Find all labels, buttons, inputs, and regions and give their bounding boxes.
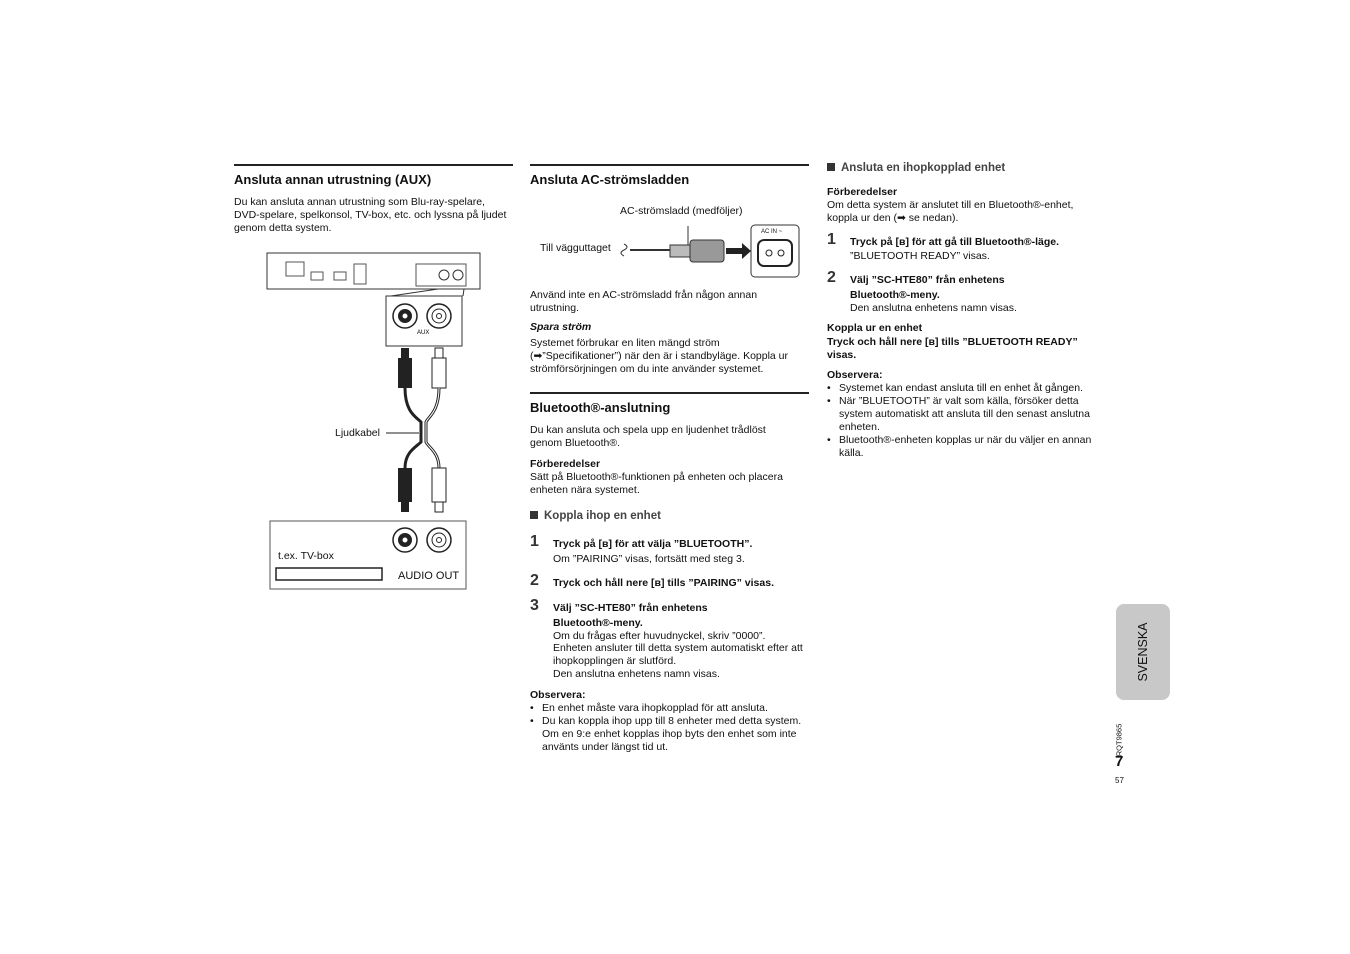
step-bold: Bluetooth®-meny. — [553, 617, 643, 629]
audio-out-label: AUDIO OUT — [398, 570, 460, 582]
device-label: t.ex. TV-box — [278, 550, 334, 562]
prep-text: Sätt på Bluetooth®-funktionen på enheten och placera enheten nära systemet. — [530, 471, 783, 496]
disconnect-text: Tryck och håll nere [ʙ] tills ”BLUETOOTH READY” visas. — [827, 336, 1078, 361]
step-text: Om du frågas efter huvudnyckel, skriv ”0000”. — [553, 630, 766, 642]
cord-label: AC-strömsladd (medföljer) — [620, 205, 743, 217]
square-bullet-icon — [530, 511, 538, 519]
prep-text: Om detta system är anslutet till en Bluetooth®-enhet, koppla ur den (➡ se nedan). — [827, 199, 1074, 224]
step-text: Om ”PAIRING” visas, fortsätt med steg 3. — [553, 553, 745, 565]
list-item: • En enhet måste vara ihopkopplad för att ansluta. — [530, 702, 810, 715]
page-number: 7 — [1115, 753, 1124, 770]
step-bold: Välj ”SC-HTE80” från enhetens — [850, 274, 1005, 286]
square-bullet-icon — [827, 163, 835, 171]
section-rule — [530, 392, 809, 394]
language-tab-label: SVENSKA — [1136, 622, 1150, 682]
acin-label: AC IN ~ — [761, 229, 783, 235]
doc-code-label: RQT9865 — [1114, 723, 1124, 757]
step-text: Enheten ansluter till detta system automatiskt efter att ihopkopplingen är slutförd. — [553, 642, 803, 667]
save-title: Spara ström — [530, 321, 592, 333]
language-tab — [1116, 604, 1170, 700]
prep-title: Förberedelser — [530, 458, 601, 470]
list-item: • Bluetooth®-enheten kopplas ur när du väljer en annan källa. — [827, 434, 1109, 460]
bt-heading: Bluetooth®-anslutning — [530, 400, 671, 415]
reconnect-heading-label: Ansluta en ihopkopplad enhet — [841, 162, 1006, 174]
obs-list — [827, 382, 1109, 460]
section-rule — [234, 164, 513, 166]
section-rule — [530, 164, 809, 166]
pair-heading — [530, 510, 661, 522]
step-number: 3 — [530, 597, 539, 614]
step-bold: Välj ”SC-HTE80” från enhetens — [553, 602, 708, 614]
save-text: Systemet förbrukar en liten mängd ström (➡”Specifikationer”) när den är i standbyläge. Koppla ur strömförsörjningen om du inte använder systemet. — [530, 337, 789, 375]
list-item: • Systemet kan endast ansluta till en enhet åt gången. — [827, 382, 1109, 395]
bt-intro: Du kan ansluta och spela upp en ljudenhet trådlöst genom Bluetooth®. — [530, 424, 766, 449]
step-bold: Tryck på [ʙ] för att gå till Bluetooth®-läge. — [850, 236, 1060, 248]
ac-heading: Ansluta AC-strömsladden — [530, 172, 690, 187]
list-item: • När ”BLUETOOTH” är valt som källa, försöker detta system automatiskt att ansluta till den senast anslutna enheten. — [827, 395, 1109, 434]
step-text: ”BLUETOOTH READY” visas. — [850, 250, 990, 262]
doc-code — [1112, 723, 1126, 757]
obs-title: Observera: — [530, 689, 586, 701]
step-number: 1 — [530, 533, 539, 550]
obs-list — [530, 702, 810, 754]
ac-note: Använd inte en AC-strömsladd från någon annan utrustning. — [530, 289, 758, 314]
page-number-small: 57 — [1115, 776, 1124, 785]
obs-title: Observera: — [827, 369, 883, 381]
outlet-label: Till vägguttaget — [540, 242, 611, 254]
cable-label: Ljudkabel — [335, 427, 380, 439]
step-number: 2 — [530, 572, 539, 589]
step-bold: Tryck och håll nere [ʙ] tills ”PAIRING” visas. — [553, 577, 774, 589]
step-number: 1 — [827, 231, 836, 248]
reconnect-heading — [827, 162, 1005, 174]
svg-text:AUX: AUX — [417, 330, 430, 336]
step-bold: Tryck på [ʙ] för att välja ”BLUETOOTH”. — [553, 538, 753, 550]
disconnect-title: Koppla ur en enhet — [827, 322, 923, 334]
aux-connection-diagram — [266, 252, 482, 592]
prep-title: Förberedelser — [827, 186, 898, 198]
step-bold: Bluetooth®-meny. — [850, 289, 940, 301]
step-text: Den anslutna enhetens namn visas. — [850, 302, 1017, 314]
list-item: Om en 9:e enhet kopplas ihop byts den enhet som inte använts under längst tid ut. — [542, 728, 797, 753]
step-text: Den anslutna enhetens namn visas. — [553, 668, 720, 680]
aux-heading: Ansluta annan utrustning (AUX) — [234, 172, 432, 187]
aux-intro: Du kan ansluta annan utrustning som Blu-ray-spelare, DVD-spelare, spelkonsol, TV-box, etc. och lyssna på ljudet genom detta system. — [234, 196, 507, 234]
step-number: 2 — [827, 269, 836, 286]
list-item: • Du kan koppla ihop upp till 8 enheter med detta system. — [530, 715, 810, 728]
pair-heading-label: Koppla ihop en enhet — [544, 510, 661, 522]
